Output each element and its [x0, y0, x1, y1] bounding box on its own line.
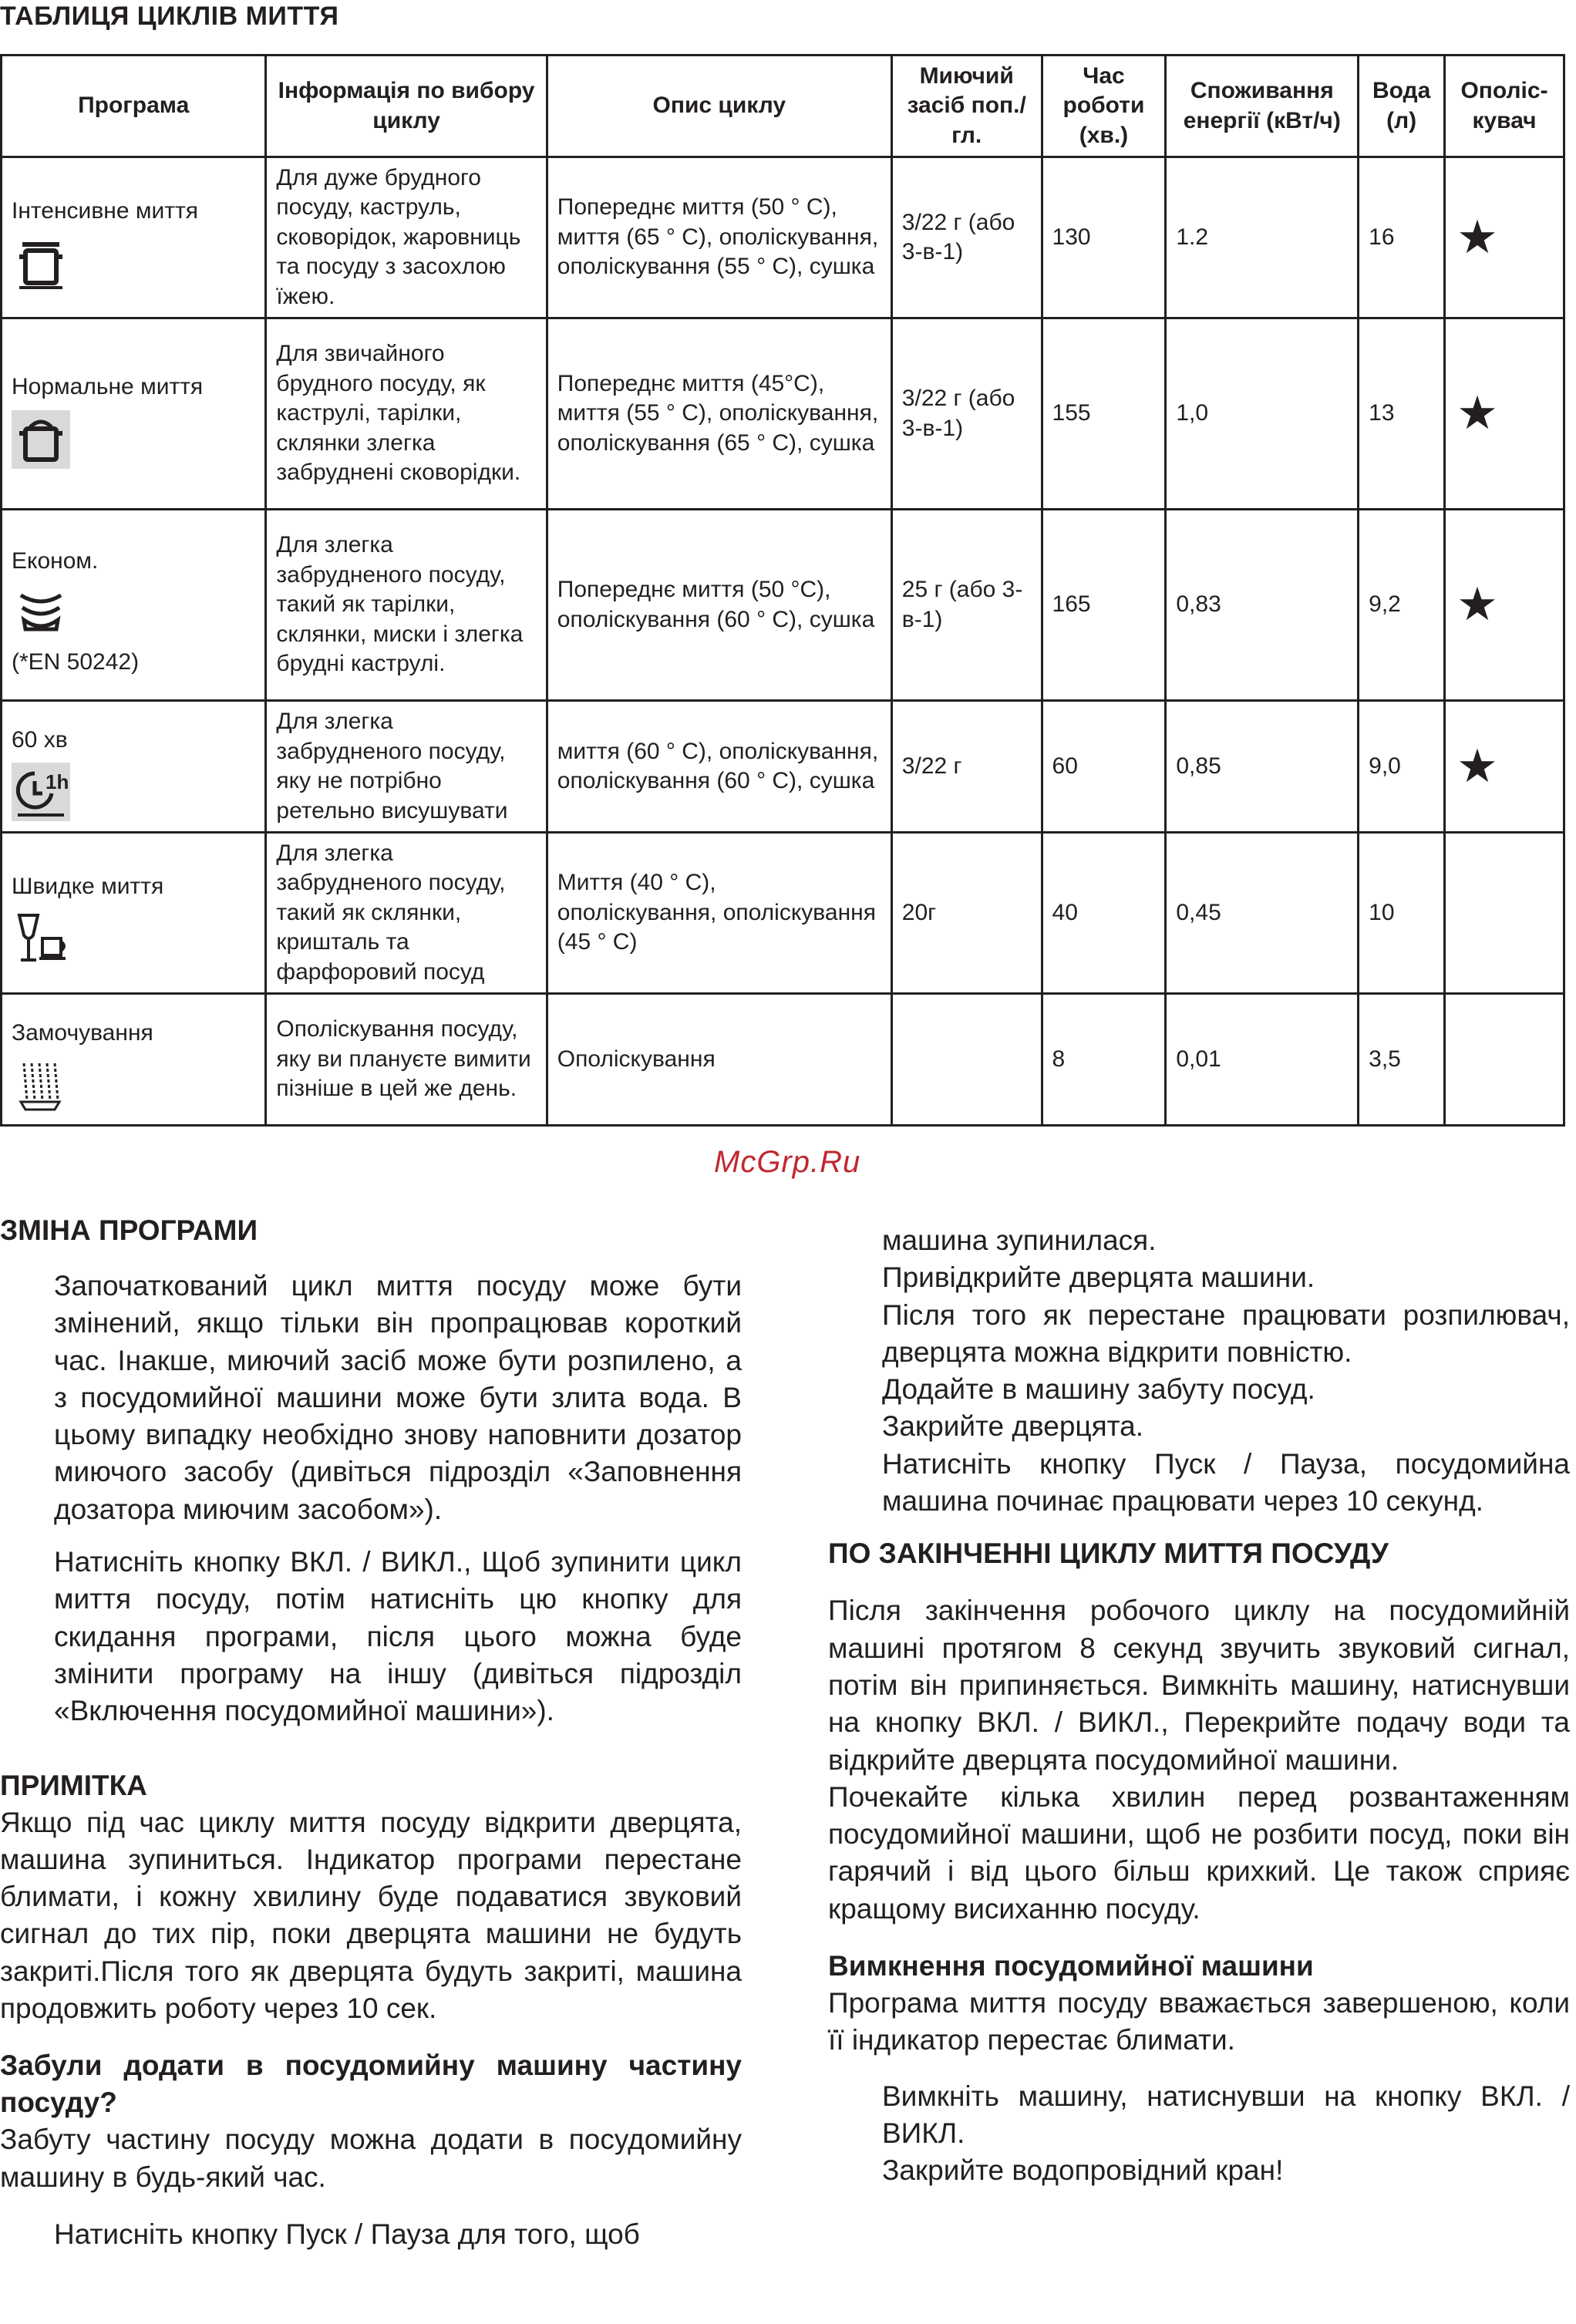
time-cell: 155: [1042, 318, 1166, 510]
step-text: Після того як перестане працювати розпилювач, дверцята можна відкрити повністю.: [882, 1298, 1570, 1368]
program-standard-note: (*EN 50242): [12, 648, 140, 675]
info-cell: Для злегка забрудненого посуду, яку не потрібно ретельно висушувати: [266, 701, 547, 833]
detergent-cell: 3/22 г (або 3-в-1): [891, 157, 1042, 318]
description-cell: Миття (40 ° C), ополіскування, ополіскування (45 ° C): [547, 833, 891, 994]
description-cell: миття (60 ° C), ополіскування, ополіскування (60 ° C), сушка: [547, 701, 891, 833]
program-name: Нормальне миття: [12, 374, 204, 400]
time-cell: 130: [1042, 157, 1166, 318]
paragraph: Після закінчення робочого циклу на посудомийній машині протягом 8 секунд звучить звуковий сигнал, потім він припиняється. Вимкніть машину, натиснувши на кнопку ВКЛ. / ВИКЛ., Перекрийте подачу води та відкрийте дверцята посудомийної машини.: [828, 1595, 1570, 1776]
water-cell: 9,2: [1359, 510, 1445, 701]
section-heading-forgot-dishes: Забули додати в посудомийну машину частину посуду?: [0, 2049, 742, 2119]
clock-1h-icon: [12, 763, 70, 821]
step-text: Натисніть кнопку Пуск / Пауза, посудомийна машина починає працювати через 10 секунд.: [882, 1447, 1570, 1517]
right-column: [828, 1222, 1570, 2190]
water-cell: 9,0: [1359, 701, 1445, 833]
program-cell: [2, 318, 266, 510]
table-row: [2, 994, 1564, 1126]
table-row: [2, 157, 1564, 318]
header-rinse-aid: Ополіс- кувач: [1445, 56, 1564, 157]
detergent-cell: 3/22 г (або 3-в-1): [891, 318, 1042, 510]
time-cell: 165: [1042, 510, 1166, 701]
energy-cell: 0,85: [1166, 701, 1359, 833]
energy-cell: 0,01: [1166, 994, 1359, 1126]
program-name: 60 хв: [12, 726, 68, 753]
program-cell: [2, 157, 266, 318]
rinse-aid-cell: [1445, 833, 1564, 994]
star-icon: ★: [1456, 578, 1498, 631]
paragraph: Забуту частину посуду можна додати в посудомийну машину в будь-який час.: [0, 2124, 742, 2193]
energy-cell: 0,45: [1166, 833, 1359, 994]
detergent-cell: 25 г (або 3-в-1): [891, 510, 1042, 701]
rinse-aid-cell: [1445, 318, 1564, 510]
star-icon: ★: [1456, 387, 1498, 440]
step-text: Натисніть кнопку Пуск / Пауза для того, щоб: [54, 2218, 640, 2250]
section-heading-note: ПРИМІТКА: [0, 1769, 147, 1801]
program-cell: [2, 994, 266, 1126]
step-text: Привідкрийте дверцята машини.: [882, 1261, 1315, 1294]
water-cell: 10: [1359, 833, 1445, 994]
header-info: Інформація по вибору циклу: [266, 56, 547, 157]
header-program: Програма: [2, 56, 266, 157]
step-text: Закрийте дверцята.: [882, 1410, 1144, 1443]
step-text: Додайте в машину забуту посуд.: [882, 1373, 1315, 1406]
info-cell: Для злегка забрудненого посуду, такий як тарілки, склянки, миски і злегка брудні каструлі.: [266, 510, 547, 701]
paragraph: Програма миття посуду вважається завершеною, коли її індикатор перестає блимати.: [828, 1987, 1570, 2056]
rinse-aid-cell: [1445, 157, 1564, 318]
table-row: [2, 701, 1564, 833]
program-cell: [2, 701, 266, 833]
info-cell: Для злегка забрудненого посуду, такий як склянки, кришталь та фарфоровий посуд: [266, 833, 547, 994]
header-detergent: Миючий засіб поп./гл.: [891, 56, 1042, 157]
program-cell: [2, 833, 266, 994]
svg-text:1h: 1h: [45, 770, 69, 794]
description-cell: Попереднє миття (50 °C), ополіскування (60 ° C), сушка: [547, 510, 891, 701]
time-cell: 40: [1042, 833, 1166, 994]
section-heading-end-of-cycle: ПО ЗАКІНЧЕННІ ЦИКЛУ МИТТЯ ПОСУДУ: [828, 1538, 1389, 1570]
header-water: Вода (л): [1359, 56, 1445, 157]
page-title: ТАБЛИЦЯ ЦИКЛІВ МИТТЯ: [0, 2, 339, 31]
section-heading-switch-off: Вимкнення посудомийної машини: [828, 1950, 1314, 1982]
detergent-cell: 3/22 г: [891, 701, 1042, 833]
watermark: McGrp.Ru: [714, 1145, 861, 1179]
star-icon: ★: [1456, 739, 1498, 792]
step-text: машина зупинилася.: [882, 1224, 1157, 1256]
pot-normal-icon: [12, 410, 70, 469]
table-row: [2, 510, 1564, 701]
pot-intensive-icon: [12, 234, 70, 292]
step-text: Закрийте водопровідний кран!: [882, 2154, 1284, 2187]
description-cell: Попереднє миття (50 ° C), миття (65 ° C), ополіскування, ополіскування (55 ° C), сушка: [547, 157, 891, 318]
left-column: [0, 1212, 742, 2253]
energy-cell: 0,83: [1166, 510, 1359, 701]
detergent-cell: [891, 994, 1042, 1126]
time-cell: 8: [1042, 994, 1166, 1126]
info-cell: Ополіскування посуду, яку ви плануєте вимити пізніше в цей же день.: [266, 994, 547, 1126]
time-cell: 60: [1042, 701, 1166, 833]
energy-cell: 1,0: [1166, 318, 1359, 510]
program-name: Економ.: [12, 548, 99, 574]
description-cell: Ополіскування: [547, 994, 891, 1126]
program-name: Інтенсивне миття: [12, 197, 198, 224]
table-row: [2, 833, 1564, 994]
star-icon: ★: [1456, 211, 1498, 263]
table-header-row: [2, 56, 1564, 157]
program-name: Швидке миття: [12, 873, 164, 899]
eco-dishes-icon: [12, 584, 70, 643]
soak-spray-icon: [12, 1056, 70, 1114]
description-cell: Попереднє миття (45°C), миття (55 ° C), ополіскування, ополіскування (65 ° C), сушка: [547, 318, 891, 510]
paragraph: Натисніть кнопку ВКЛ. / ВИКЛ., Щоб зупинити цикл миття посуду, потім натисніть цю кнопку для скидання програми, після цього можна буде змінити програму на іншу (дивіться підрозділ «Включення посудомийної машини»).: [54, 1546, 742, 1727]
header-description: Опис циклу: [547, 56, 891, 157]
paragraph: Якщо під час циклу миття посуду відкрити дверцята, машина зупиниться. Індикатор програми перестане блимати, і кожну хвилину буде подаватися звуковий сигнал до тих пір, поки дверцята машини не будуть закриті.Після того як дверцята будуть закриті, машина продовжить роботу через 10 сек.: [0, 1806, 742, 2025]
rinse-aid-cell: [1445, 510, 1564, 701]
water-cell: 13: [1359, 318, 1445, 510]
info-cell: Для звичайного брудного посуду, як каструлі, тарілки, склянки злегка забруднені сковорідки.: [266, 318, 547, 510]
rinse-aid-cell: [1445, 994, 1564, 1126]
water-cell: 3,5: [1359, 994, 1445, 1126]
paragraph: Почекайте кілька хвилин перед розвантаженням посудомийної машини, щоб не розбити посуд, поки він гарячий і від цього більш крихкий. Це також сприяє кращому висиханню посуду.: [828, 1780, 1570, 1925]
glass-cup-icon: [12, 909, 70, 968]
cycle-table: [0, 54, 1565, 1127]
program-name: Замочування: [12, 1019, 153, 1046]
step-text: Вимкніть машину, натиснувши на кнопку ВКЛ. / ВИКЛ.: [882, 2080, 1570, 2149]
detergent-cell: 20г: [891, 833, 1042, 994]
paragraph: Започаткований цикл миття посуду може бути змінений, якщо тільки він пропрацював короткий час. Інакше, миючий засіб може бути розпилено, а з посудомийної машини може бути злита вода. В цьому випадку необхідно знову наповнити дозатор миючого засобу (дивіться підрозділ «Заповнення дозатора миючим засобом»).: [54, 1270, 742, 1525]
header-time: Час роботи (хв.): [1042, 56, 1166, 157]
table-row: [2, 318, 1564, 510]
rinse-aid-cell: [1445, 701, 1564, 833]
energy-cell: 1.2: [1166, 157, 1359, 318]
section-heading-change-program: ЗМІНА ПРОГРАМИ: [0, 1214, 258, 1246]
water-cell: 16: [1359, 157, 1445, 318]
header-energy: Споживання енергії (кВт/ч): [1166, 56, 1359, 157]
program-cell: [2, 510, 266, 701]
info-cell: Для дуже брудного посуду, каструль, сковорідок, жаровниць та посуду з засохлою їжею.: [266, 157, 547, 318]
